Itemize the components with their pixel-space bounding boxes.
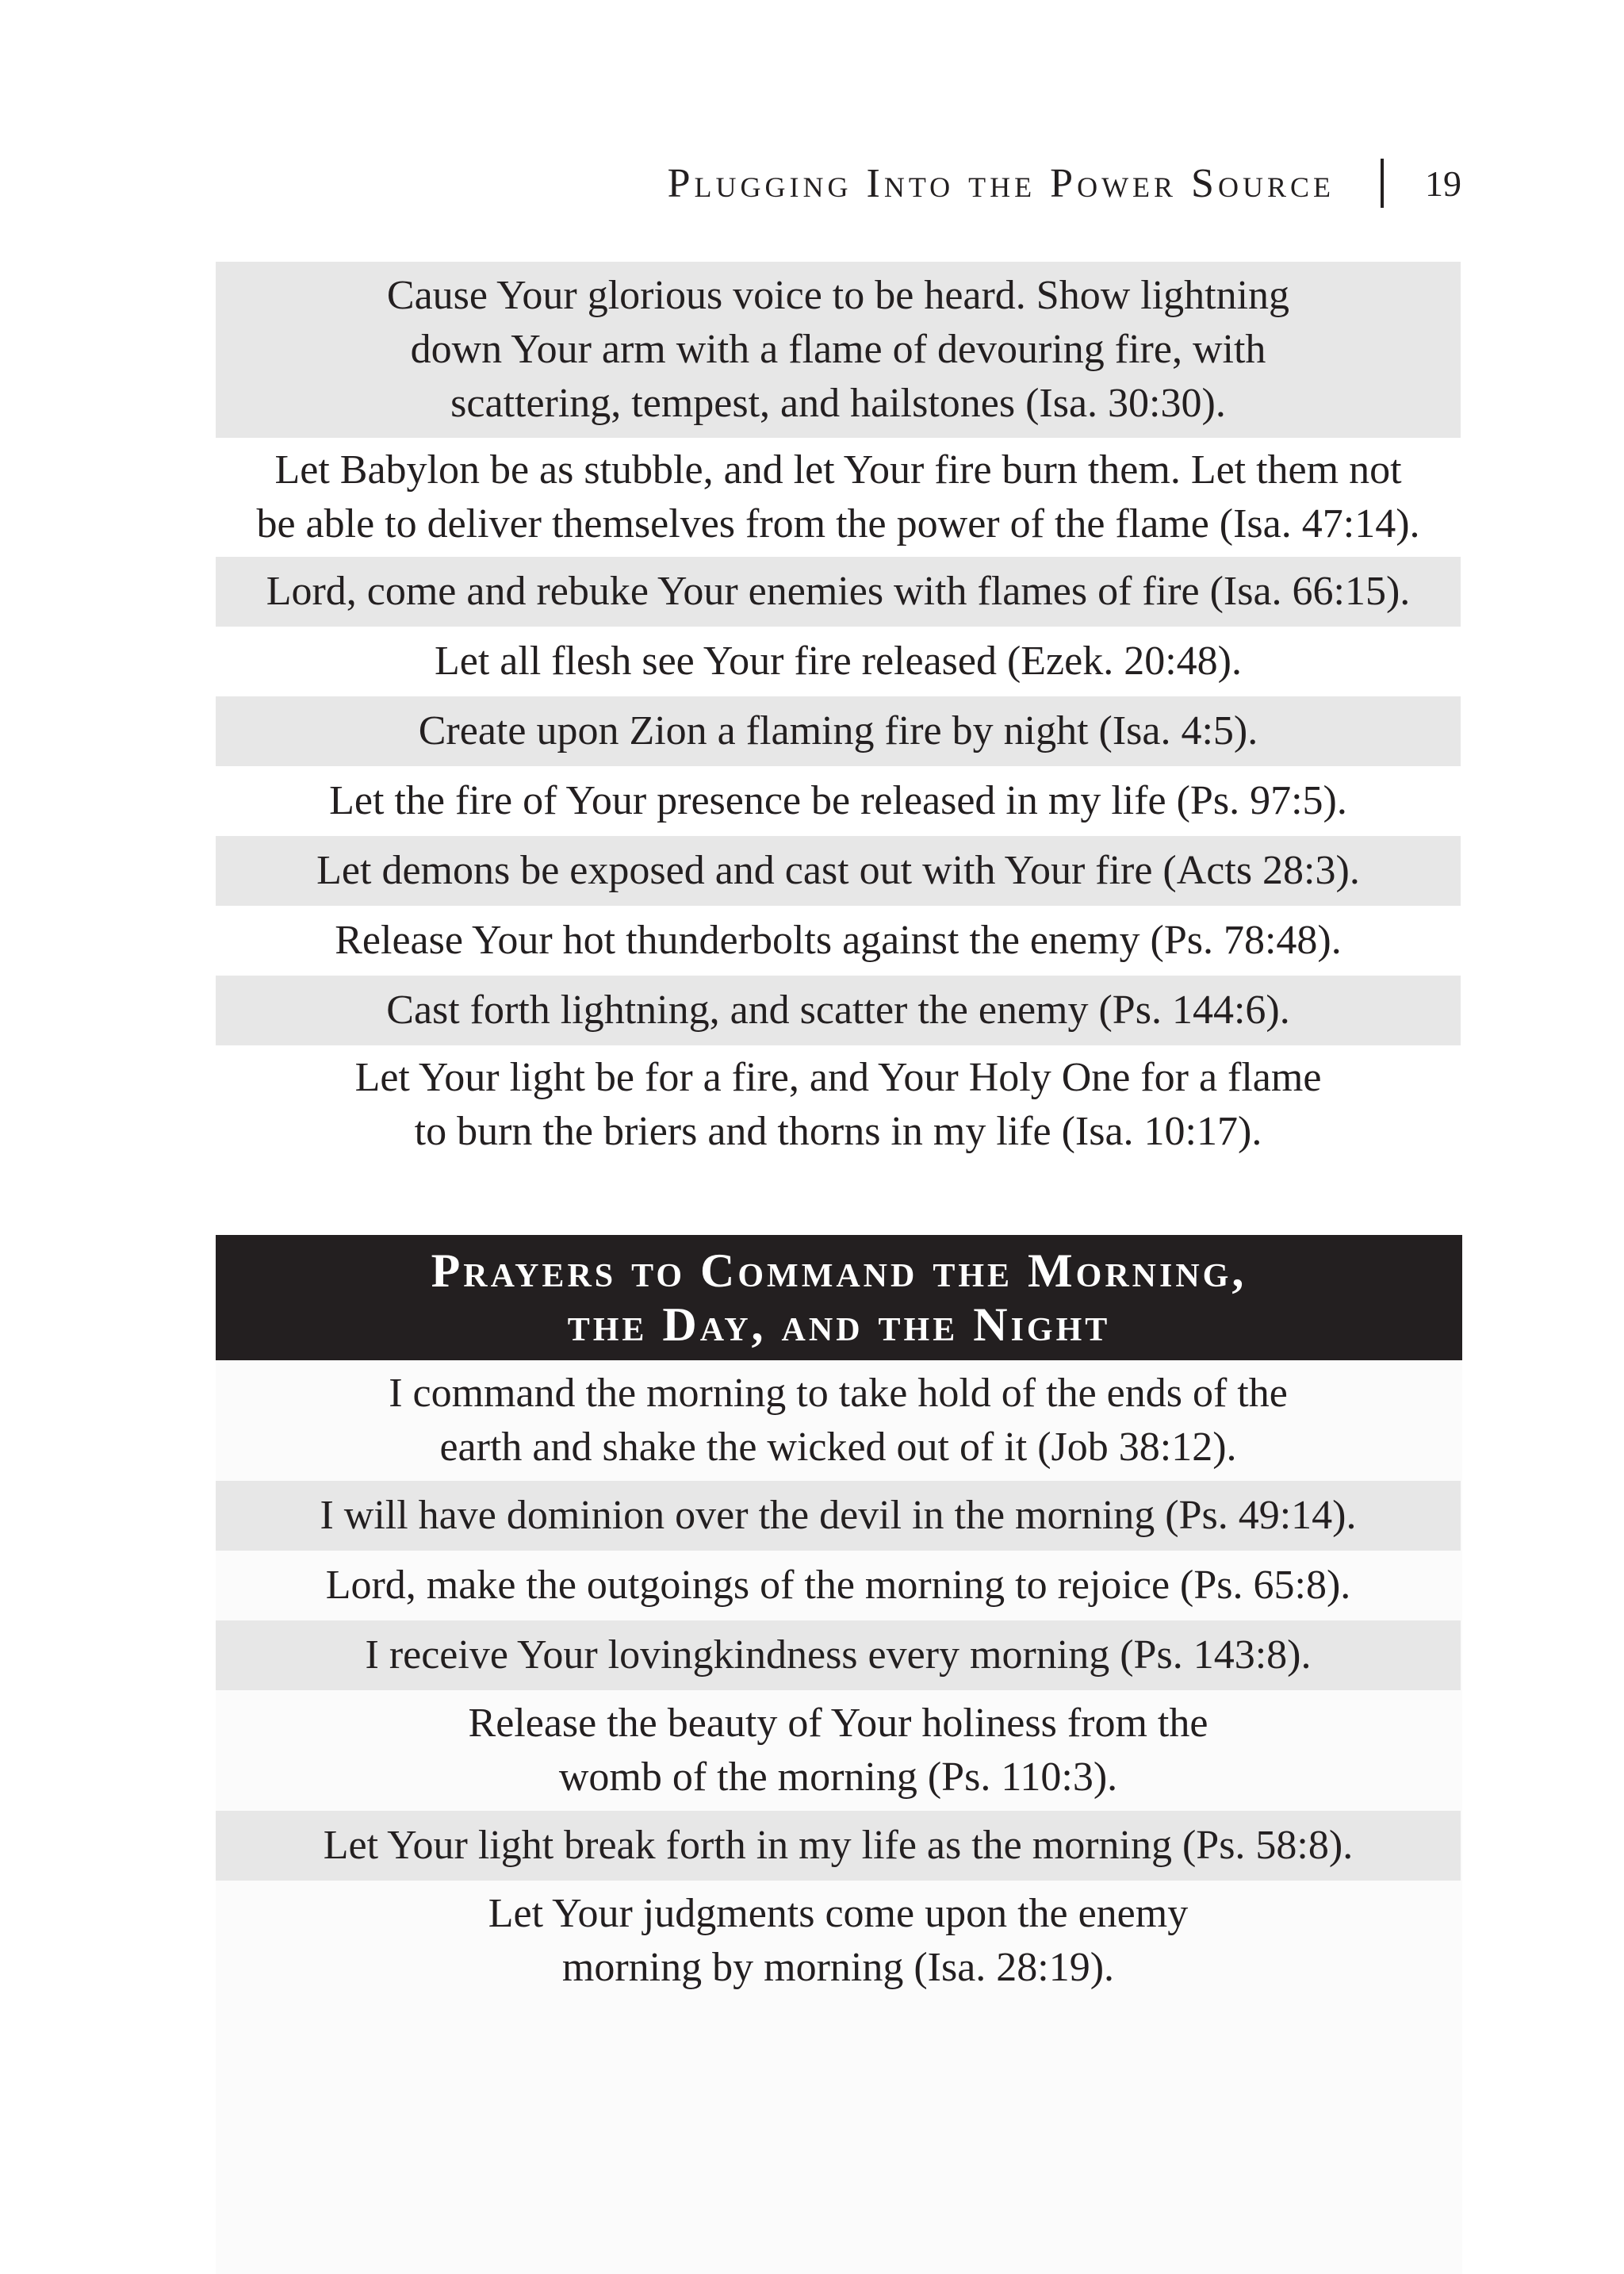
- prayer-row: [216, 696, 1461, 766]
- prayer-line: Let Babylon be as stubble, and let Your fire burn them. Let them not: [274, 447, 1402, 493]
- prayer-line: Lord, make the outgoings of the morning to rejoice (Ps. 65:8).: [325, 1563, 1351, 1608]
- prayer-line: Release the beauty of Your holiness from the: [468, 1701, 1208, 1746]
- prayer-line: I command the morning to take hold of the ends of the: [389, 1371, 1288, 1416]
- prayer-line: down Your arm with a flame of devouring fire, with: [410, 327, 1266, 372]
- running-head-title: Plugging Into the Power Source: [667, 160, 1335, 206]
- prayer-row: [216, 976, 1461, 1045]
- prayer-line: womb of the morning (Ps. 110:3).: [558, 1754, 1118, 1800]
- prayer-row: [216, 1481, 1461, 1551]
- prayer-row: [216, 1045, 1461, 1164]
- prayer-line: Release Your hot thunderbolts against the enemy (Ps. 78:48).: [335, 918, 1342, 963]
- prayer-line: Create upon Zion a flaming fire by night (Isa. 4:5).: [418, 708, 1258, 754]
- prayer-row: [216, 1620, 1461, 1690]
- prayer-line: Let demons be exposed and cast out with Your fire (Acts 28:3).: [316, 848, 1360, 893]
- prayer-row: [216, 1881, 1461, 2001]
- morning-prayer-list: [216, 1360, 1461, 2001]
- prayer-row: [216, 557, 1461, 627]
- prayer-row: [216, 1811, 1461, 1881]
- prayer-row: [216, 1690, 1461, 1811]
- prayer-line: Let all flesh see Your fire released (Ezek. 20:48).: [435, 638, 1242, 684]
- prayer-row: [216, 766, 1461, 836]
- page-number: 19: [1425, 163, 1461, 204]
- section-heading-line: Prayers to Command the Morning,: [431, 1244, 1247, 1297]
- prayer-row: [216, 438, 1461, 557]
- prayer-line: to burn the briers and thorns in my life (Isa. 10:17).: [414, 1109, 1262, 1154]
- prayer-row: [216, 1551, 1461, 1620]
- section-heading: [216, 1235, 1462, 1360]
- prayer-line: Let Your light break forth in my life as the morning (Ps. 58:8).: [323, 1823, 1354, 1868]
- prayer-row: [216, 262, 1461, 438]
- prayer-line: Let Your light be for a fire, and Your Holy One for a flame: [354, 1055, 1322, 1100]
- running-head-separator: [1381, 159, 1384, 208]
- prayer-line: be able to deliver themselves from the power of the flame (Isa. 47:14).: [256, 501, 1420, 546]
- prayer-row: [216, 1360, 1461, 1481]
- running-head: [668, 155, 1461, 211]
- prayer-line: Let the fire of Your presence be released in my life (Ps. 97:5).: [329, 778, 1347, 823]
- prayer-line: Lord, come and rebuke Your enemies with flames of fire (Isa. 66:15).: [266, 569, 1411, 614]
- prayer-row: [216, 627, 1461, 696]
- fire-prayer-list: [216, 262, 1461, 1164]
- prayer-line: Cast forth lightning, and scatter the enemy (Ps. 144:6).: [386, 987, 1290, 1033]
- prayer-line: I receive Your lovingkindness every morning (Ps. 143:8).: [365, 1632, 1312, 1678]
- prayer-line: earth and shake the wicked out of it (Job 38:12).: [439, 1425, 1237, 1470]
- prayer-line: morning by morning (Isa. 28:19).: [561, 1945, 1115, 1990]
- prayer-line: Let Your judgments come upon the enemy: [488, 1891, 1189, 1936]
- prayer-line: I will have dominion over the devil in the morning (Ps. 49:14).: [320, 1493, 1357, 1538]
- section-heading-line: the Day, and the Night: [567, 1298, 1111, 1351]
- prayer-row: [216, 836, 1461, 906]
- prayer-line: scattering, tempest, and hailstones (Isa. 30:30).: [450, 381, 1226, 426]
- prayer-line: Cause Your glorious voice to be heard. Show lightning: [386, 273, 1290, 318]
- prayer-row: [216, 906, 1461, 976]
